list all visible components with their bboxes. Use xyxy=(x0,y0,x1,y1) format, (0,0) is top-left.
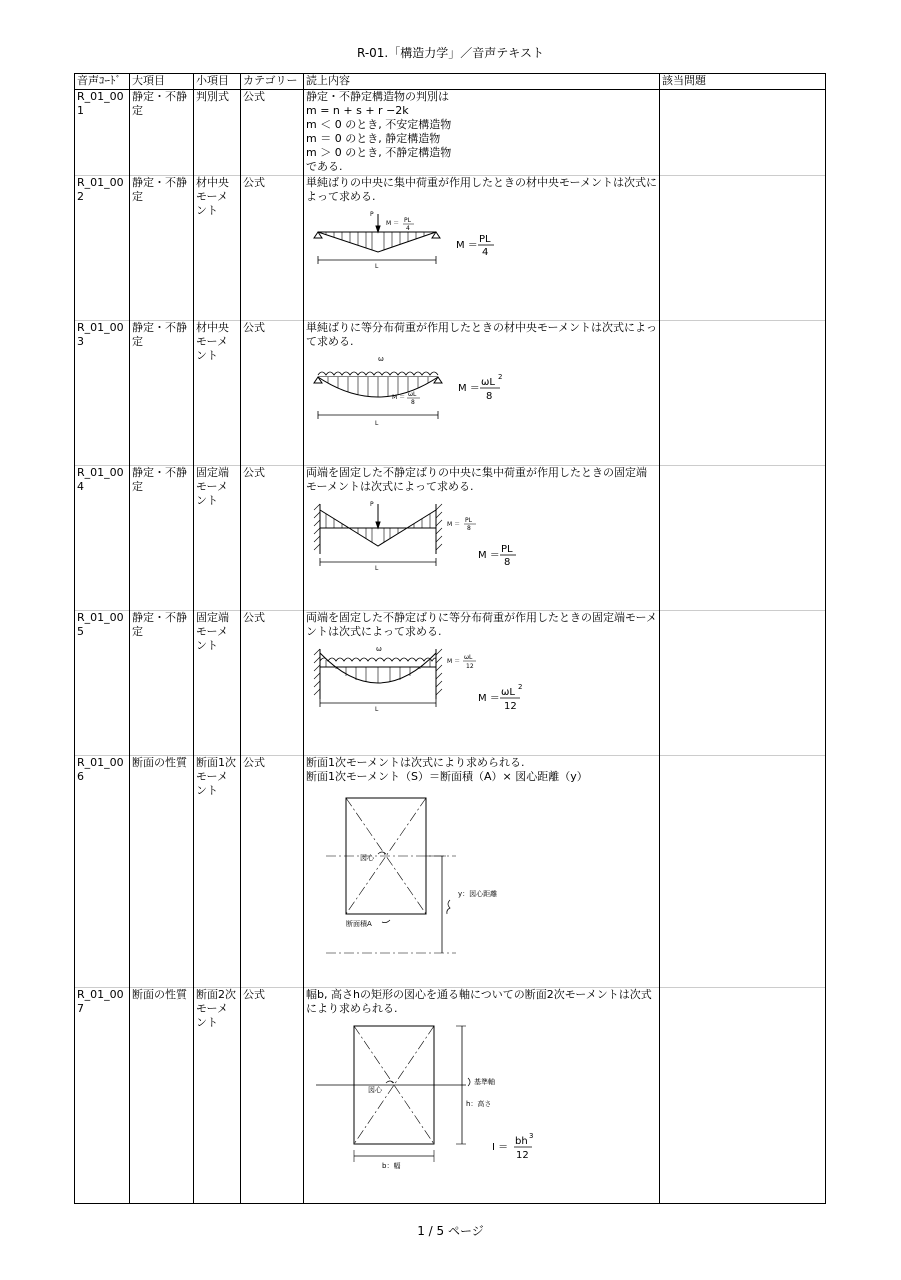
header-related: 該当問題 xyxy=(660,74,826,90)
table-row xyxy=(75,988,826,1204)
cell-related xyxy=(660,321,826,466)
moment-den: 4 xyxy=(406,225,410,232)
cell-category: 公式 xyxy=(241,176,304,321)
content-line: 両端を固定した不静定ばりの中央に集中荷重が作用したときの固定端モーメントは次式によって求める. xyxy=(306,466,647,493)
cell-minor: 断面1次モーメント xyxy=(194,756,241,988)
table-row xyxy=(75,756,826,988)
cell-major: 静定・不静定 xyxy=(130,321,194,466)
moment-num: PL xyxy=(404,217,411,224)
table-row xyxy=(75,611,826,756)
cell-major: 断面の性質 xyxy=(130,756,194,988)
cell-content xyxy=(304,466,660,611)
content-line: 断面1次モーメント（S）＝断面積（A）× 図心距離（y） xyxy=(306,770,588,783)
centroid-label: 図心 xyxy=(360,854,374,862)
cell-related xyxy=(660,988,826,1204)
content-line: 断面1次モーメントは次式により求められる. xyxy=(306,756,525,769)
header-major: 大項目 xyxy=(130,74,194,90)
formula-den: 8 xyxy=(486,391,493,402)
table-row xyxy=(75,466,826,611)
content-line: 単純ばりの中央に集中荷重が作用したときの材中央モーメントは次式によって求める. xyxy=(306,176,658,203)
header-code: 音声ｺｰﾄﾞ xyxy=(75,74,130,90)
fixed-beam-point-load-figure xyxy=(306,498,536,578)
content-line: m ＝ 0 のとき, 静定構造物 xyxy=(306,132,441,145)
width-label: b：幅 xyxy=(382,1162,401,1170)
reference-axis-label: 基準軸 xyxy=(474,1078,495,1086)
simple-beam-point-load-figure xyxy=(306,208,506,278)
cell-code: R_01_004 xyxy=(75,466,130,611)
moment-label: M ＝ xyxy=(386,220,400,227)
content-line: m = n + s + r −2k xyxy=(306,104,409,117)
cell-content xyxy=(304,321,660,466)
content-line: m ＜ 0 のとき, 不安定構造物 xyxy=(306,118,452,131)
span-label: L xyxy=(375,565,379,572)
moment-label: M ＝ xyxy=(392,394,406,401)
cell-content xyxy=(304,988,660,1204)
cell-category: 公式 xyxy=(241,988,304,1204)
cell-minor: 断面2次モーメント xyxy=(194,988,241,1204)
moment-num: PL xyxy=(465,517,472,524)
cell-content xyxy=(304,756,660,988)
load-p-label: P xyxy=(370,501,374,508)
cell-code: R_01_007 xyxy=(75,988,130,1204)
formula-lhs: M ＝ xyxy=(478,550,500,561)
cell-code: R_01_006 xyxy=(75,756,130,988)
formula-lhs: M ＝ xyxy=(478,693,500,704)
cell-minor: 判別式 xyxy=(194,90,241,176)
content-line: 静定・不静定構造物の判別は xyxy=(306,90,449,103)
formula-num: PL xyxy=(501,544,513,555)
formula-lhs: M ＝ xyxy=(456,240,478,251)
formula-den: 4 xyxy=(482,247,489,258)
formula-den: 12 xyxy=(516,1150,529,1161)
height-label: h：高さ xyxy=(466,1100,492,1108)
cell-related xyxy=(660,611,826,756)
cell-related xyxy=(660,756,826,988)
formula-sup: 2 xyxy=(498,373,503,381)
cell-minor: 材中央モーメント xyxy=(194,176,241,321)
cell-related xyxy=(660,90,826,176)
cell-related xyxy=(660,176,826,321)
cell-major: 断面の性質 xyxy=(130,988,194,1204)
formula-den: 12 xyxy=(504,701,517,712)
header-category: カテゴリー xyxy=(241,74,304,90)
moment-den: 8 xyxy=(467,525,471,532)
span-label: L xyxy=(375,706,379,713)
formula-num: ωL xyxy=(481,377,495,388)
cell-content xyxy=(304,611,660,756)
moment-den: 8 xyxy=(411,399,415,406)
cell-content xyxy=(304,90,660,176)
load-p-label: P xyxy=(370,211,374,218)
formula-num: ωL xyxy=(501,687,515,698)
cell-major: 静定・不静定 xyxy=(130,176,194,321)
moment-label: M ＝ xyxy=(447,658,461,665)
moment-den: 12 xyxy=(466,663,474,670)
header-content: 読上内容 xyxy=(304,74,660,90)
formula-num: bh xyxy=(515,1136,528,1147)
load-w-label: ω xyxy=(378,355,384,363)
span-label: L xyxy=(375,263,379,270)
formula-lhs: I ＝ xyxy=(492,1142,509,1153)
header-row xyxy=(75,74,826,90)
formula-num: PL xyxy=(479,234,491,245)
cell-major: 静定・不静定 xyxy=(130,611,194,756)
page-footer: 1 / 5 ページ xyxy=(417,1224,484,1238)
moment-label: M ＝ xyxy=(447,521,461,528)
page-title: R-01.「構造力学」／音声テキスト xyxy=(356,46,545,60)
second-moment-section-figure xyxy=(306,1020,566,1180)
header-minor: 小項目 xyxy=(194,74,241,90)
cell-major: 静定・不静定 xyxy=(130,466,194,611)
table-row xyxy=(75,90,826,176)
formula-den: 8 xyxy=(504,557,511,568)
cell-category: 公式 xyxy=(241,756,304,988)
cell-code: R_01_002 xyxy=(75,176,130,321)
voice-text-table xyxy=(74,73,826,1204)
cell-minor: 固定端モーメント xyxy=(194,611,241,756)
cell-category: 公式 xyxy=(241,611,304,756)
formula-sup: 3 xyxy=(529,1132,534,1140)
content-line: m ＞ 0 のとき, 不静定構造物 xyxy=(306,146,452,159)
load-w-label: ω xyxy=(376,645,382,653)
cell-code: R_01_001 xyxy=(75,90,130,176)
formula-lhs: M ＝ xyxy=(458,383,480,394)
cell-category: 公式 xyxy=(241,90,304,176)
cell-minor: 固定端モーメント xyxy=(194,466,241,611)
cell-related xyxy=(660,466,826,611)
content-line: である. xyxy=(306,160,343,173)
formula-sup: 2 xyxy=(518,683,523,691)
cell-major: 静定・不静定 xyxy=(130,90,194,176)
cell-code: R_01_003 xyxy=(75,321,130,466)
content-line: 幅b, 高さhの矩形の図心を通る軸についての断面2次モーメントは次式により求められる. xyxy=(306,988,652,1015)
span-label: L xyxy=(375,420,379,427)
moment-num: ωL xyxy=(408,391,417,398)
fixed-beam-distributed-load-figure xyxy=(306,643,536,723)
cell-minor: 材中央モーメント xyxy=(194,321,241,466)
simple-beam-distributed-load-figure xyxy=(306,353,526,433)
cell-category: 公式 xyxy=(241,466,304,611)
content-line: 単純ばりに等分布荷重が作用したときの材中央モーメントは次式によって求める. xyxy=(306,321,658,348)
centroid-distance-label: y：図心距離 xyxy=(458,890,498,898)
moment-num: ωL xyxy=(464,654,473,661)
cell-category: 公式 xyxy=(241,321,304,466)
cell-code: R_01_005 xyxy=(75,611,130,756)
first-moment-section-figure xyxy=(306,788,546,968)
content-line: 両端を固定した不静定ばりに等分布荷重が作用したときの固定端モーメントは次式によって求める. xyxy=(306,611,658,638)
table-row xyxy=(75,176,826,321)
area-label: 断面積A xyxy=(346,920,372,928)
centroid-label: 図心 xyxy=(368,1086,382,1094)
table-row xyxy=(75,321,826,466)
cell-content xyxy=(304,176,660,321)
